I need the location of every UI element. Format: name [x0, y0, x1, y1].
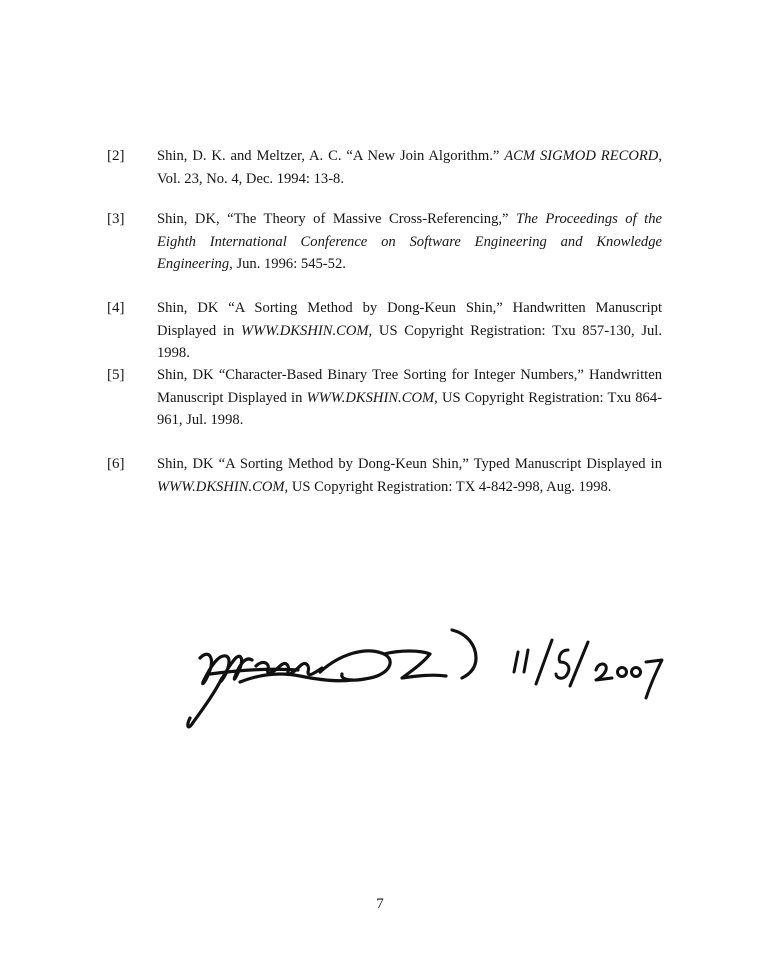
reference-number: [2] [107, 148, 125, 164]
reference-number: [5] [107, 367, 125, 383]
reference-text-part: Shin, DK “A Sorting Method by Dong-Keun Shin,” Typed Manuscript Displayed in [157, 456, 662, 472]
reference-number: [4] [107, 300, 125, 316]
reference-text-part: Shin, DK “Character-Based Binary Tree Sorting for Integer Numbers,” Handwritten Manuscript Displayed in [157, 367, 662, 406]
reference-journal-title: ACM SIGMOD RECORD [504, 148, 659, 164]
reference-number: [3] [107, 211, 125, 227]
reference-text [157, 297, 662, 365]
reference-text [157, 364, 662, 432]
reference-text-part: US Copyright Registration: Txu 857-130, Jul. 1998. [157, 322, 662, 361]
reference-website: WWW.DKSHIN.COM, [157, 478, 289, 495]
signature-block [170, 610, 670, 740]
reference-text-part: Shin, DK “A Sorting Method by Dong-Keun Shin,” Handwritten Manuscript Displayed in [157, 300, 662, 339]
reference-text-part: , Vol. 23, No. 4, Dec. 1994: 13-8. [157, 148, 662, 187]
signature-scribble [188, 630, 476, 727]
reference-text-part: Shin, D. K. and Meltzer, A. C. “A New Join Algorithm.” [157, 148, 505, 164]
reference-text [157, 453, 662, 498]
handwritten-signature-image [170, 610, 670, 740]
reference-number: [6] [107, 456, 125, 472]
reference-text-part: Shin, DK, “The Theory of Massive Cross-Referencing,” [157, 211, 517, 227]
reference-text [157, 208, 662, 276]
reference-proceedings-title: The Proceedings of the Eighth International Conference on Software Engineering and Knowledge Engineering, [157, 211, 662, 272]
reference-website: WWW.DKSHIN.COM, [240, 322, 373, 339]
reference-text [157, 145, 662, 190]
reference-website: WWW.DKSHIN.COM, [306, 389, 438, 406]
reference-text-part: US Copyright Registration: Txu 864-961, Jul. 1998. [157, 389, 662, 428]
page-number: 7 [376, 896, 384, 912]
handwritten-date-image [514, 640, 662, 698]
reference-text-part: US Copyright Registration: TX 4-842-998, Aug. 1998. [288, 478, 612, 495]
reference-text-part: Jun. 1996: 545-52. [232, 256, 346, 272]
